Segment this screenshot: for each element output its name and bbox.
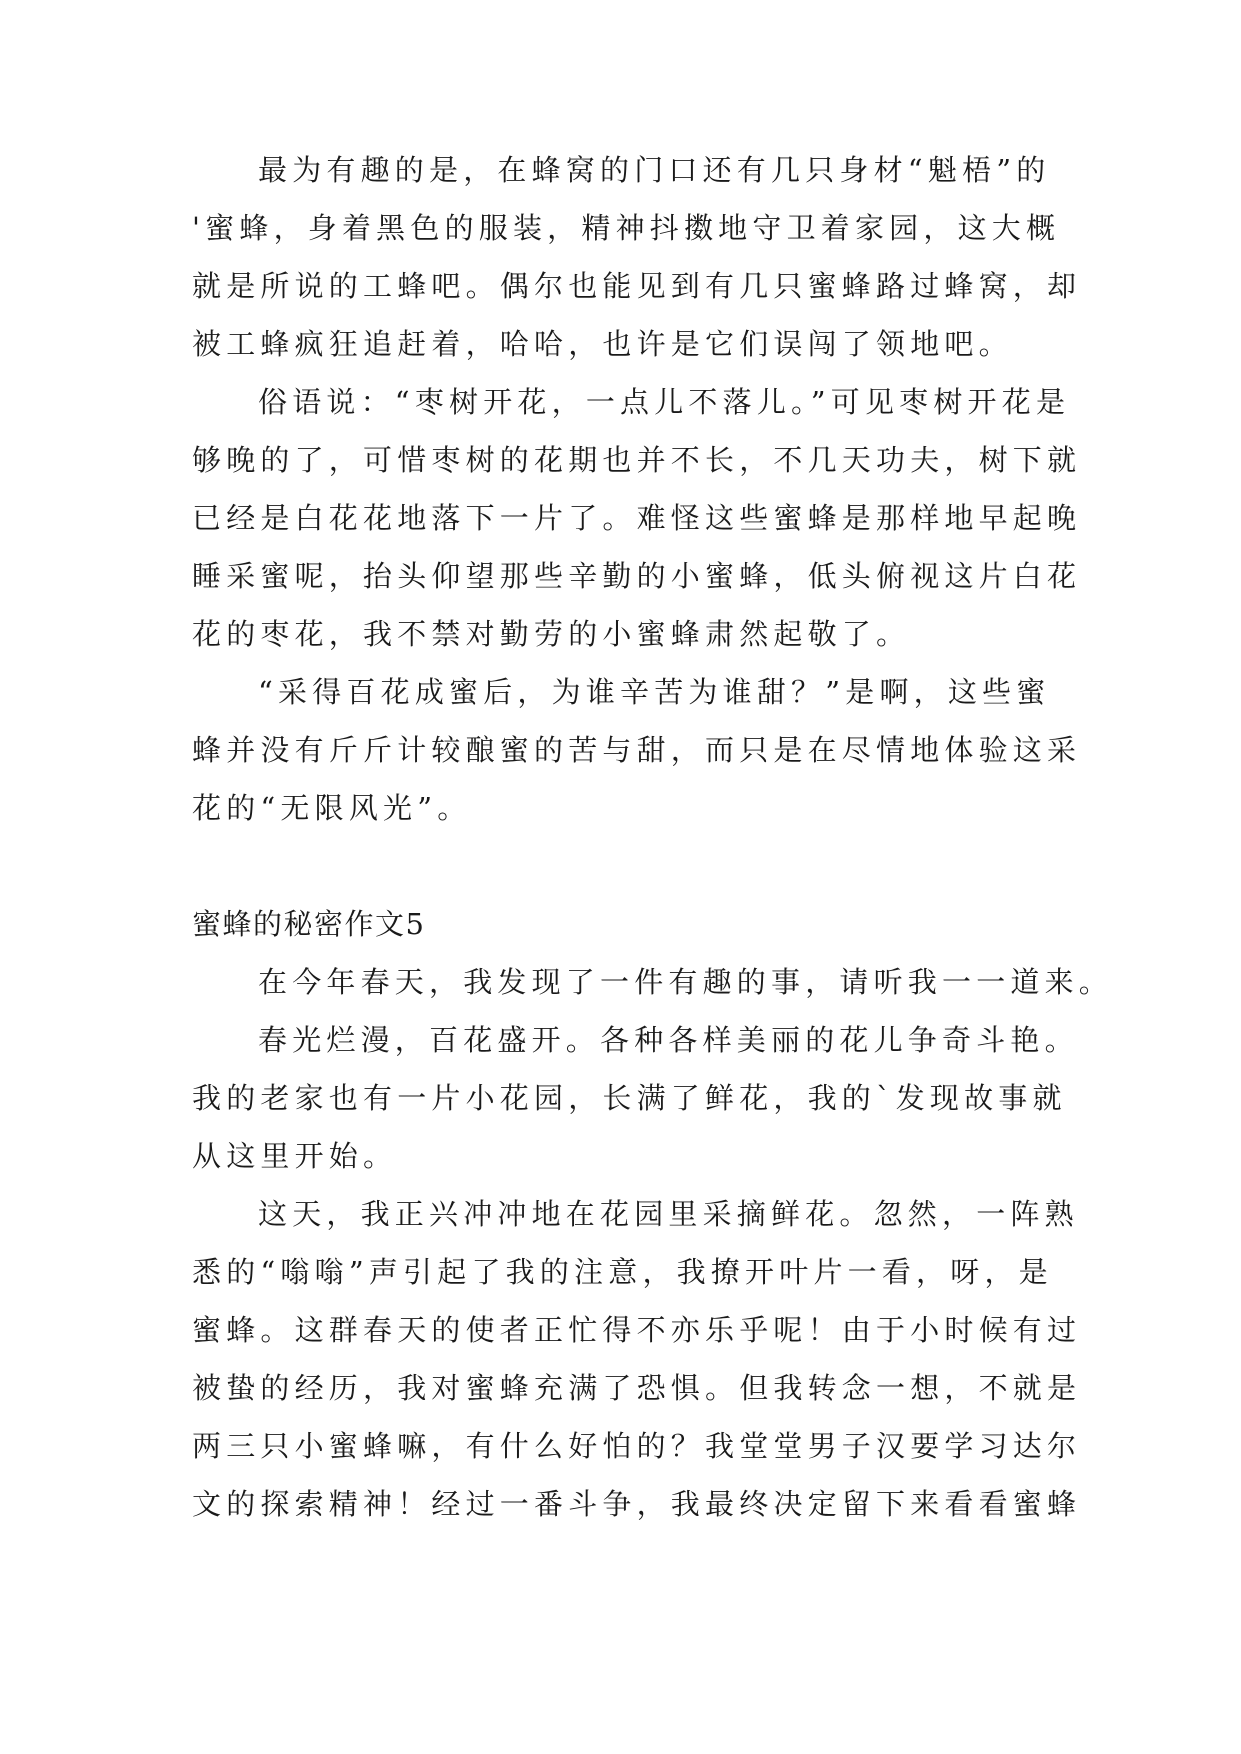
paragraph-line: 从这里开始。 (192, 1139, 398, 1173)
paragraph-line: 蜂并没有斤斤计较酿蜜的苦与甜，而只是在尽情地体验这采 (192, 733, 1082, 767)
paragraph-line: '蜜蜂，身着黑色的服装，精神抖擞地守卫着家园，这大概 (192, 211, 1061, 245)
paragraph-line: 花的“无限风光”。 (192, 791, 472, 825)
paragraph-line: 俗语说：“枣树开花，一点儿不落儿。”可见枣树开花是 (258, 385, 1071, 419)
paragraph-line: 我的老家也有一片小花园，长满了鲜花，我的`发现故事就 (192, 1081, 1067, 1115)
paragraph-line: 已经是白花花地落下一片了。难怪这些蜜蜂是那样地早起晚 (192, 501, 1082, 535)
paragraph-line: 睡采蜜呢，抬头仰望那些辛勤的小蜜蜂，低头俯视这片白花 (192, 559, 1082, 593)
paragraph-line: 蜜蜂。这群春天的使者正忙得不亦乐乎呢！由于小时候有过 (192, 1313, 1082, 1347)
paragraph-line: 这天，我正兴冲冲地在花园里采摘鲜花。忽然，一阵熟 (258, 1197, 1079, 1231)
paragraph-line: “采得百花成蜜后，为谁辛苦为谁甜？”是啊，这些蜜 (258, 675, 1051, 709)
paragraph-line: 花的枣花，我不禁对勤劳的小蜜蜂肃然起敬了。 (192, 617, 911, 651)
paragraph-line: 文的探索精神！经过一番斗争，我最终决定留下来看看蜜蜂 (192, 1487, 1082, 1521)
paragraph-line: 悉的“嗡嗡”声引起了我的注意，我撩开叶片一看，呀，是 (192, 1255, 1053, 1289)
paragraph-line: 春光烂漫，百花盛开。各种各样美丽的花儿争奇斗艳。 (258, 1023, 1079, 1057)
paragraph-line: 最为有趣的是，在蜂窝的门口还有几只身材“魁梧”的 (258, 153, 1051, 187)
paragraph-line: 在今年春天，我发现了一件有趣的事，请听我一一道来。 (258, 965, 1114, 999)
paragraph-line: 被蛰的经历，我对蜜蜂充满了恐惧。但我转念一想，不就是 (192, 1371, 1082, 1405)
paragraph-line: 被工蜂疯狂追赶着，哈哈，也许是它们误闯了领地吧。 (192, 327, 1013, 361)
paragraph-line: 就是所说的工蜂吧。偶尔也能见到有几只蜜蜂路过蜂窝，却 (192, 269, 1082, 303)
section-title: 蜜蜂的秘密作文5 (192, 907, 426, 941)
paragraph-line: 两三只小蜜蜂嘛，有什么好怕的？我堂堂男子汉要学习达尔 (192, 1429, 1082, 1463)
paragraph-line: 够晚的了，可惜枣树的花期也并不长，不几天功夫，树下就 (192, 443, 1082, 477)
